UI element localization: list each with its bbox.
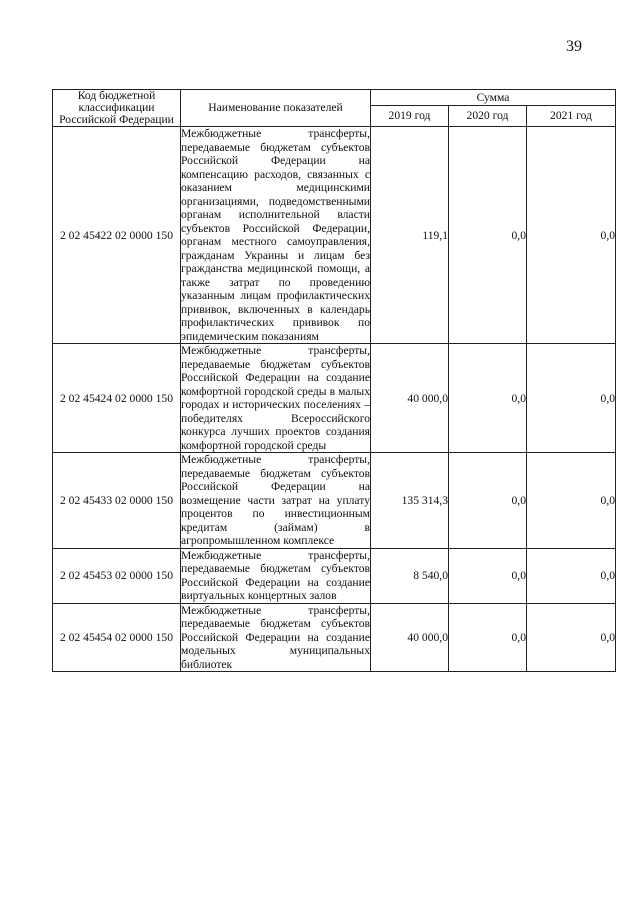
header-code: Код бюджетной классификации Российской Федерации [53, 90, 181, 127]
row-value-2019: 40 000,0 [371, 344, 449, 453]
row-name: Межбюджетные трансферты, передаваемые бюджетам субъектов Российской Федерации на создание виртуальных концертных залов [181, 548, 370, 602]
row-code: 2 02 45453 02 0000 150 [53, 548, 181, 603]
table-row [53, 548, 616, 603]
row-value-2021: 0,0 [527, 603, 616, 672]
header-year-2020: 2020 год [449, 106, 527, 127]
row-code: 2 02 45433 02 0000 150 [53, 453, 181, 549]
row-value-2020: 0,0 [449, 548, 527, 603]
row-value-2021: 0,0 [527, 453, 616, 549]
row-name: Межбюджетные трансферты, передаваемые бюджетам субъектов Российской Федерации на возмещение части затрат на уплату процентов по инвестиционным кредитам (займам) в агропромышленном комплексе [181, 453, 370, 547]
row-value-2019: 119,1 [371, 127, 449, 344]
row-name: Межбюджетные трансферты, передаваемые бюджетам субъектов Российской Федерации на компенсацию расходов, связанных с оказанием медицинскими организациями, подведомственными органам исполнительной власти субъектов Российской Федерации, органам местного самоуправления, гражданам Украины и лицам без гражданства медицинской помощи, а также затрат по проведению указанным лицам профилактических прививок, включенных в календарь профилактических прививок по эпидемическим показаниям [181, 127, 370, 343]
row-value-2021: 0,0 [527, 548, 616, 603]
header-year-2021: 2021 год [527, 106, 616, 127]
row-value-2020: 0,0 [449, 453, 527, 549]
row-code: 2 02 45422 02 0000 150 [53, 127, 181, 344]
row-value-2019: 135 314,3 [371, 453, 449, 549]
row-name: Межбюджетные трансферты, передаваемые бюджетам субъектов Российской Федерации на создание модельных муниципальных библиотек [181, 603, 370, 671]
row-value-2021: 0,0 [527, 127, 616, 344]
row-value-2019: 40 000,0 [371, 603, 449, 672]
row-value-2019: 8 540,0 [371, 548, 449, 603]
header-sum: Сумма [371, 90, 616, 106]
page-number: 39 [566, 38, 582, 55]
table-header-row [53, 90, 616, 106]
budget-table [52, 89, 616, 672]
header-name: Наименование показателей [181, 90, 371, 127]
row-value-2020: 0,0 [449, 344, 527, 453]
table-row [53, 127, 616, 344]
row-value-2020: 0,0 [449, 603, 527, 672]
row-code: 2 02 45454 02 0000 150 [53, 603, 181, 672]
table-row [53, 603, 616, 672]
row-name: Межбюджетные трансферты, передаваемые бюджетам субъектов Российской Федерации на создание комфортной городской среды в малых городах и исторических поселениях – победителях Всероссийского конкурса лучших проектов создания комфортной городской среды [181, 344, 370, 452]
table-row [53, 453, 616, 549]
table-row [53, 344, 616, 453]
header-year-2019: 2019 год [371, 106, 449, 127]
row-code: 2 02 45424 02 0000 150 [53, 344, 181, 453]
row-value-2020: 0,0 [449, 127, 527, 344]
row-value-2021: 0,0 [527, 344, 616, 453]
